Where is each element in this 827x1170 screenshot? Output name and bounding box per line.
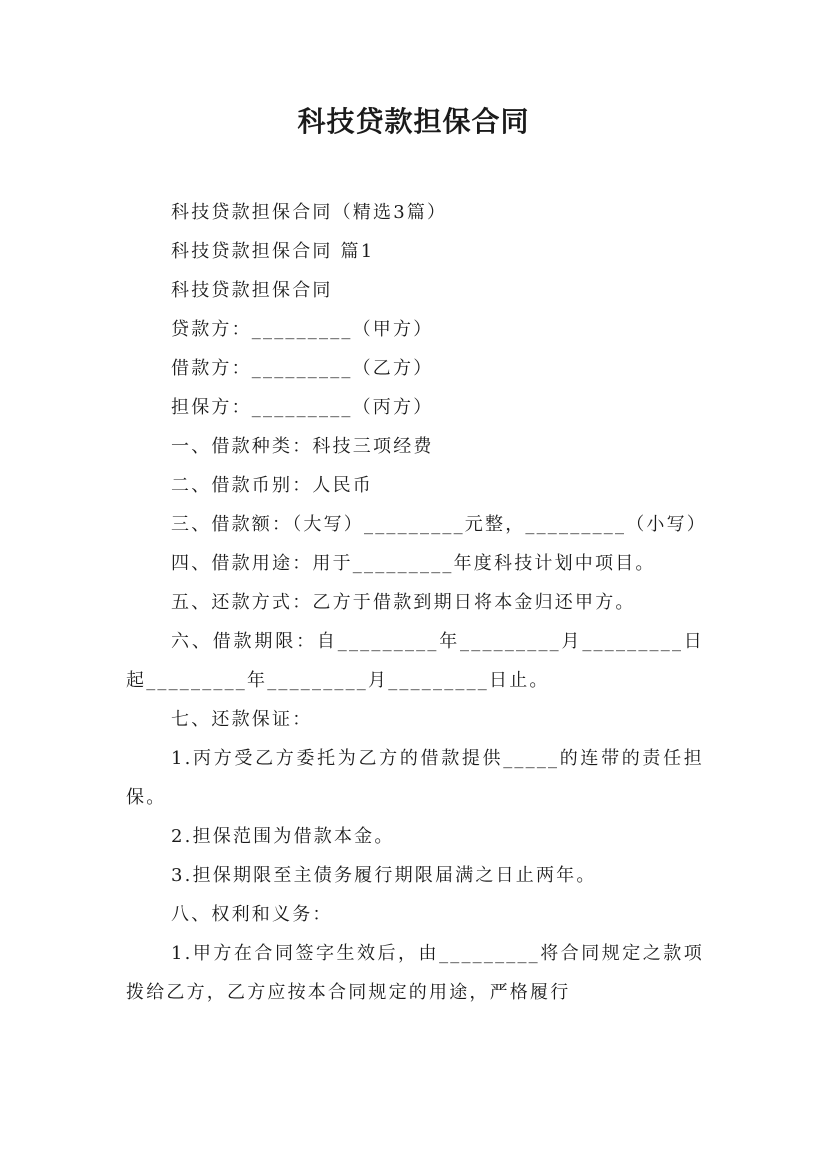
paragraph-subtitle: 科技贷款担保合同（精选3篇） [171,202,448,223]
paragraph-loan-purpose: 四、借款用途：用于_________年度科技计划中项目。 [171,553,656,574]
paragraph-guarantee-item-1: 1.丙方受乙方委托为乙方的借款提供_____的连带的责任担保。 [126,748,704,808]
paragraph-loan-type: 一、借款种类：科技三项经费 [171,436,434,457]
paragraph-section-heading: 科技贷款担保合同 篇1 [171,241,375,262]
paragraph-lender: 贷款方：_________（甲方） [171,319,434,340]
paragraph-loan-term: 六、借款期限：自_________年_________月_________日起_________年_________月_________日止。 [126,631,704,691]
document-title: 科技贷款担保合同 [297,105,530,138]
paragraph-guarantor: 担保方：_________（丙方） [171,397,434,418]
paragraph-rights-obligations: 八、权利和义务： [171,904,333,925]
document-body [126,193,707,1012]
paragraph-repayment-method: 五、还款方式：乙方于借款到期日将本金归还甲方。 [171,592,636,613]
paragraph-guarantee-item-3: 3.担保期限至主债务履行期限届满之日止两年。 [171,865,597,886]
paragraph-loan-amount: 三、借款额：（大写）_________元整，_________（小写） [171,514,707,535]
paragraph-repayment-guarantee: 七、还款保证： [171,709,313,730]
paragraph-borrower: 借款方：_________（乙方） [171,358,434,379]
paragraph-guarantee-item-2: 2.担保范围为借款本金。 [171,826,395,847]
paragraph-contract-name: 科技贷款担保合同 [171,280,333,301]
paragraph-currency: 二、借款币别：人民币 [171,475,373,496]
paragraph-rights-item-1: 1.甲方在合同签字生效后，由_________将合同规定之款项拨给乙方，乙方应按本合同规定的用途，严格履行 [126,943,704,1003]
